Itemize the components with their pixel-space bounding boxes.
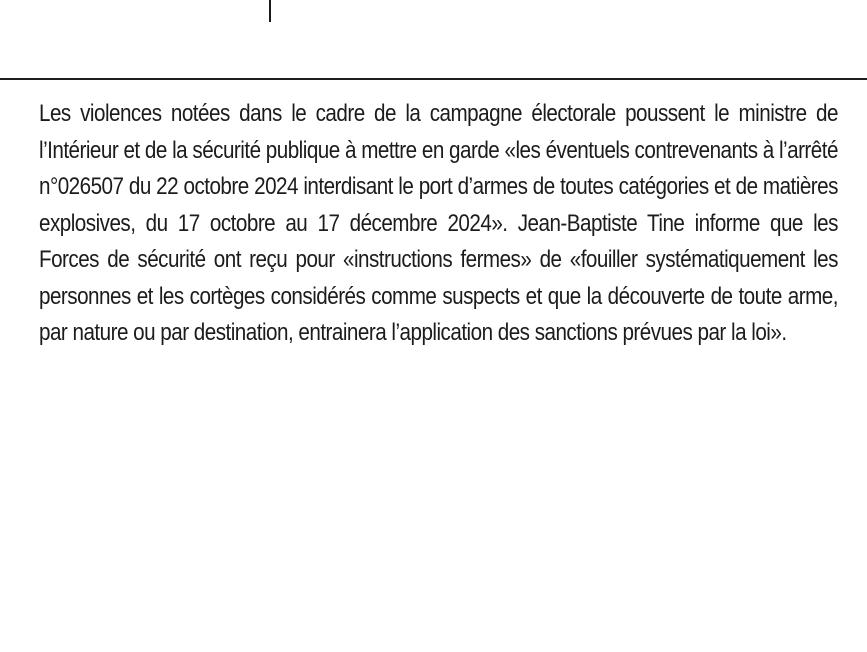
text-cursor	[269, 0, 271, 22]
section-divider	[0, 78, 867, 80]
article-paragraph: Les violences notées dans le cadre de la campagne électorale poussent le ministre de l’Intérieur et de la sécurité publique à mettre en garde «les éventuels contrevenants à l’arrêté n°026507 du 22 octobre 2024 interdisant le port d’armes de toutes catégories et de matières explosives, du 17 octobre au 17 décembre 2024». Jean-Baptiste Tine informe que les Forces de sécurité ont reçu pour «instructions fermes» de «fouiller systématiquement les personnes et les cortèges considérés comme suspects et que la découverte de toute arme, par nature ou par destination, entrainera l’application des sanctions prévues par la loi».	[39, 100, 838, 346]
